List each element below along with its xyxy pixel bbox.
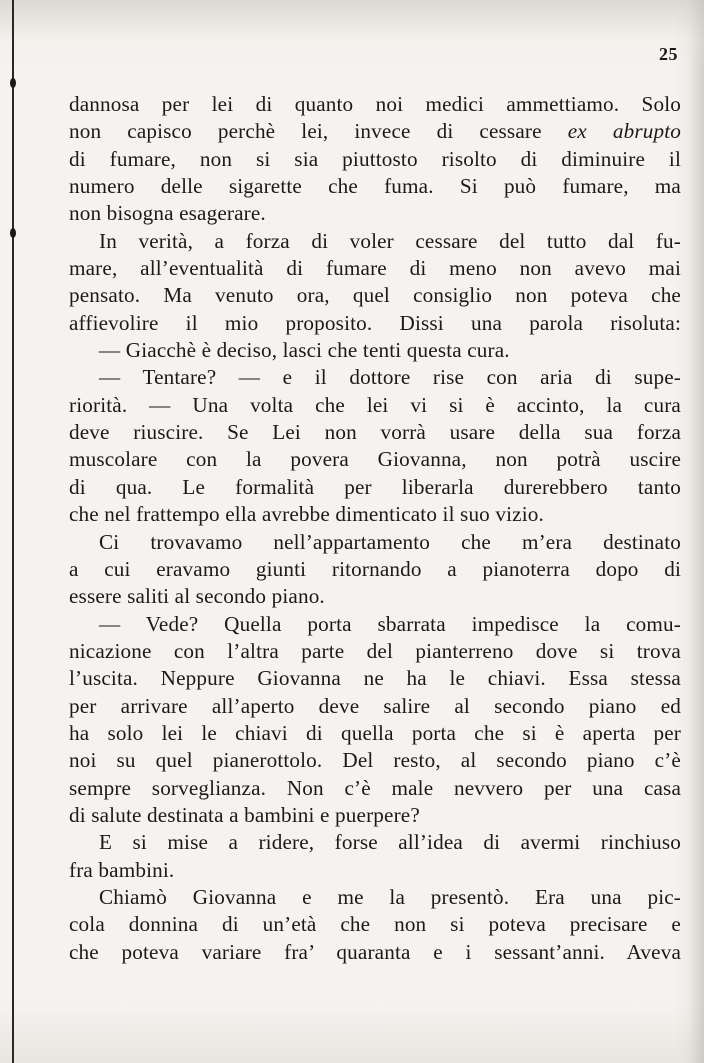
text-line: — Giacchè è deciso, lasci che tenti questa cura. bbox=[99, 338, 510, 363]
binding-knot bbox=[10, 78, 16, 88]
italic-phrase: ex abrupto bbox=[567, 119, 681, 144]
text-line: pensato. Ma venuto ora, quel consiglio non poteva che bbox=[69, 283, 681, 308]
text-line: numero delle sigarette che fuma. Si può fumare, ma bbox=[69, 174, 681, 199]
text-line: affievolire il mio proposito. Dissi una parola risoluta: bbox=[69, 310, 681, 335]
text-line: fra bambini. bbox=[69, 857, 175, 882]
text-line: cola donnina di un’età che non si poteva precisare e bbox=[69, 912, 681, 937]
text-line: l’uscita. Neppure Giovanna ne ha le chiavi. Essa stessa bbox=[69, 666, 681, 691]
text-line: noi su quel pianerottolo. Del resto, al secondo piano c’è bbox=[69, 748, 681, 773]
text-line: riorità. — Una volta che lei vi si è accinto, la cura bbox=[69, 392, 681, 417]
text-line: che poteva variare fra’ quaranta e i sessant’anni. Aveva bbox=[69, 939, 681, 964]
body-text bbox=[69, 91, 681, 966]
text-line: nicazione con l’altra parte del pianterreno dove si trova bbox=[69, 638, 681, 663]
text-line: Chiamò Giovanna e me la presentò. Era una pic- bbox=[99, 884, 681, 909]
binding-thread bbox=[12, 0, 14, 1063]
text-line: muscolare con la povera Giovanna, non potrà uscire bbox=[69, 447, 681, 472]
binding-knot bbox=[10, 228, 16, 238]
text-line: dannosa per lei di quanto noi medici ammettiamo. Solo bbox=[69, 92, 681, 116]
text-line: mare, all’eventualità di fumare di meno non avevo mai bbox=[69, 256, 681, 281]
text-line: sempre sorveglianza. Non c’è male nevvero per una casa bbox=[69, 775, 681, 800]
text-line: In verità, a forza di voler cessare del tutto dal fu- bbox=[99, 228, 681, 253]
text-line: per arrivare all’aperto deve salire al secondo piano ed bbox=[69, 693, 681, 718]
text-line: — Vede? Quella porta sbarrata impedisce la comu- bbox=[99, 611, 681, 636]
text-line: di qua. Le formalità per liberarla durerebbero tanto bbox=[69, 474, 681, 499]
text-line bbox=[69, 118, 681, 145]
text-line: di fumare, non si sia piuttosto risolto di diminuire il bbox=[69, 146, 681, 171]
page-number: 25 bbox=[659, 44, 678, 64]
text-line: Ci trovavamo nell’appartamento che m’era destinato bbox=[99, 529, 681, 554]
text-line: che nel frattempo ella avrebbe dimenticato il suo vizio. bbox=[69, 502, 544, 527]
text-line: non bisogna esagerare. bbox=[69, 201, 266, 226]
text-line: ha solo lei le chiavi di quella porta che si è aperta per bbox=[69, 720, 681, 745]
text-line: essere saliti al secondo piano. bbox=[69, 584, 325, 609]
text-line: a cui eravamo giunti ritornando a pianoterra dopo di bbox=[69, 556, 681, 581]
text-line: deve riuscire. Se Lei non vorrà usare della sua forza bbox=[69, 420, 681, 445]
text-line: di salute destinata a bambini e puerpere? bbox=[69, 802, 420, 827]
text-line: E si mise a ridere, forse all’idea di avermi rinchiuso bbox=[99, 830, 681, 855]
text-line: — Tentare? — e il dottore rise con aria di supe- bbox=[99, 365, 681, 390]
text-span: non capisco perchè lei, invece di cessare bbox=[69, 119, 568, 144]
